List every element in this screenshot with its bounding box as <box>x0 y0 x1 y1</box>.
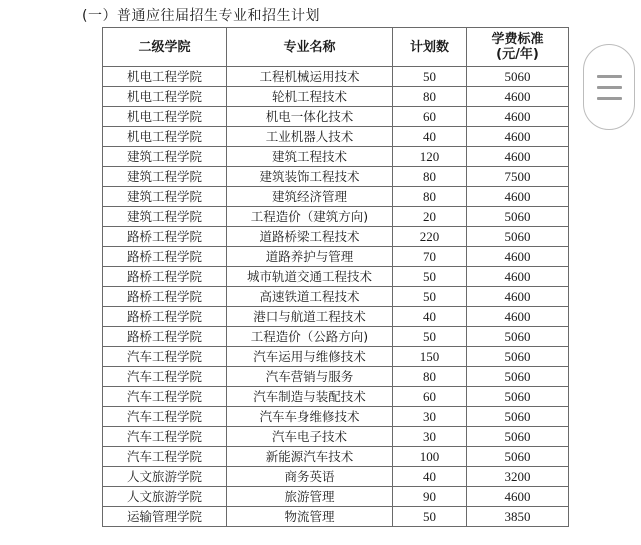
cell-college: 路桥工程学院 <box>103 247 227 267</box>
cell-tuition-fee: 5060 <box>467 207 569 227</box>
cell-major: 建筑装饰工程技术 <box>227 167 393 187</box>
cell-plan-count: 60 <box>393 107 467 127</box>
table-row <box>103 427 569 447</box>
cell-major: 汽车营销与服务 <box>227 367 393 387</box>
cell-major: 工程机械运用技术 <box>227 67 393 87</box>
table-row <box>103 447 569 467</box>
cell-plan-count: 30 <box>393 427 467 447</box>
cell-tuition-fee: 5060 <box>467 367 569 387</box>
table-row <box>103 487 569 507</box>
header-tuition-fee <box>467 28 569 67</box>
cell-plan-count: 50 <box>393 327 467 347</box>
menu-button[interactable] <box>583 44 635 130</box>
cell-major: 工业机器人技术 <box>227 127 393 147</box>
cell-college: 运输管理学院 <box>103 507 227 527</box>
cell-college: 汽车工程学院 <box>103 367 227 387</box>
cell-college: 建筑工程学院 <box>103 187 227 207</box>
enrollment-plan-table <box>102 27 569 527</box>
cell-tuition-fee: 4600 <box>467 147 569 167</box>
cell-major: 道路养护与管理 <box>227 247 393 267</box>
header-tuition-fee-line2: (元/年) <box>496 47 539 62</box>
cell-tuition-fee: 5060 <box>467 347 569 367</box>
cell-college: 路桥工程学院 <box>103 227 227 247</box>
cell-major: 港口与航道工程技术 <box>227 307 393 327</box>
cell-plan-count: 50 <box>393 267 467 287</box>
table-row <box>103 267 569 287</box>
cell-major: 新能源汽车技术 <box>227 447 393 467</box>
table-row <box>103 327 569 347</box>
cell-major: 建筑工程技术 <box>227 147 393 167</box>
cell-plan-count: 50 <box>393 67 467 87</box>
cell-plan-count: 40 <box>393 127 467 147</box>
cell-major: 机电一体化技术 <box>227 107 393 127</box>
cell-tuition-fee: 5060 <box>467 387 569 407</box>
cell-tuition-fee: 4600 <box>467 487 569 507</box>
table-body <box>103 67 569 527</box>
cell-plan-count: 100 <box>393 447 467 467</box>
cell-plan-count: 50 <box>393 287 467 307</box>
cell-college: 机电工程学院 <box>103 67 227 87</box>
cell-tuition-fee: 4600 <box>467 267 569 287</box>
table-row <box>103 407 569 427</box>
table-row <box>103 107 569 127</box>
table-row <box>103 507 569 527</box>
cell-tuition-fee: 4600 <box>467 107 569 127</box>
cell-plan-count: 80 <box>393 87 467 107</box>
table-row <box>103 287 569 307</box>
table-row <box>103 307 569 327</box>
cell-college: 机电工程学院 <box>103 127 227 147</box>
cell-major: 建筑经济管理 <box>227 187 393 207</box>
cell-major: 高速铁道工程技术 <box>227 287 393 307</box>
cell-tuition-fee: 5060 <box>467 407 569 427</box>
table-row <box>103 227 569 247</box>
cell-major: 汽车电子技术 <box>227 427 393 447</box>
cell-college: 建筑工程学院 <box>103 167 227 187</box>
table-row <box>103 87 569 107</box>
cell-college: 汽车工程学院 <box>103 447 227 467</box>
cell-plan-count: 120 <box>393 147 467 167</box>
cell-tuition-fee: 7500 <box>467 167 569 187</box>
cell-tuition-fee: 5060 <box>467 67 569 87</box>
cell-college: 路桥工程学院 <box>103 267 227 287</box>
cell-college: 建筑工程学院 <box>103 147 227 167</box>
cell-major: 商务英语 <box>227 467 393 487</box>
cell-plan-count: 30 <box>393 407 467 427</box>
header-major: 专业名称 <box>227 28 393 67</box>
cell-major: 汽车运用与维修技术 <box>227 347 393 367</box>
cell-plan-count: 80 <box>393 167 467 187</box>
cell-college: 路桥工程学院 <box>103 307 227 327</box>
cell-plan-count: 90 <box>393 487 467 507</box>
cell-major: 工程造价（建筑方向) <box>227 207 393 227</box>
header-tuition-fee-line1: 学费标准 <box>491 32 544 47</box>
cell-college: 汽车工程学院 <box>103 407 227 427</box>
table-row <box>103 347 569 367</box>
table-row <box>103 127 569 147</box>
cell-tuition-fee: 4600 <box>467 287 569 307</box>
cell-plan-count: 40 <box>393 467 467 487</box>
cell-college: 人文旅游学院 <box>103 467 227 487</box>
cell-tuition-fee: 3850 <box>467 507 569 527</box>
table-header-row <box>103 28 569 67</box>
cell-plan-count: 220 <box>393 227 467 247</box>
cell-tuition-fee: 4600 <box>467 187 569 207</box>
cell-college: 汽车工程学院 <box>103 427 227 447</box>
header-plan-count: 计划数 <box>393 28 467 67</box>
cell-tuition-fee: 5060 <box>467 427 569 447</box>
cell-plan-count: 50 <box>393 507 467 527</box>
table-row <box>103 67 569 87</box>
cell-tuition-fee: 5060 <box>467 447 569 467</box>
table-row <box>103 207 569 227</box>
cell-college: 人文旅游学院 <box>103 487 227 507</box>
cell-major: 汽车车身维修技术 <box>227 407 393 427</box>
table-row <box>103 467 569 487</box>
cell-major: 汽车制造与装配技术 <box>227 387 393 407</box>
table-row <box>103 247 569 267</box>
table-row <box>103 387 569 407</box>
section-title: (一）普通应往届招生专业和招生计划 <box>82 8 320 24</box>
cell-college: 路桥工程学院 <box>103 327 227 347</box>
cell-college: 汽车工程学院 <box>103 347 227 367</box>
cell-tuition-fee: 3200 <box>467 467 569 487</box>
cell-tuition-fee: 4600 <box>467 127 569 147</box>
table-row <box>103 147 569 167</box>
cell-tuition-fee: 4600 <box>467 87 569 107</box>
cell-plan-count: 20 <box>393 207 467 227</box>
cell-tuition-fee: 4600 <box>467 247 569 267</box>
cell-plan-count: 150 <box>393 347 467 367</box>
table-row <box>103 167 569 187</box>
cell-major: 旅游管理 <box>227 487 393 507</box>
cell-college: 建筑工程学院 <box>103 207 227 227</box>
cell-plan-count: 60 <box>393 387 467 407</box>
cell-tuition-fee: 4600 <box>467 307 569 327</box>
header-college: 二级学院 <box>103 28 227 67</box>
cell-plan-count: 70 <box>393 247 467 267</box>
cell-major: 轮机工程技术 <box>227 87 393 107</box>
cell-college: 机电工程学院 <box>103 87 227 107</box>
cell-major: 城市轨道交通工程技术 <box>227 267 393 287</box>
cell-major: 物流管理 <box>227 507 393 527</box>
table-row <box>103 367 569 387</box>
cell-college: 汽车工程学院 <box>103 387 227 407</box>
cell-plan-count: 80 <box>393 187 467 207</box>
cell-tuition-fee: 5060 <box>467 327 569 347</box>
cell-major: 道路桥梁工程技术 <box>227 227 393 247</box>
cell-college: 机电工程学院 <box>103 107 227 127</box>
table-row <box>103 187 569 207</box>
cell-tuition-fee: 5060 <box>467 227 569 247</box>
cell-plan-count: 80 <box>393 367 467 387</box>
cell-major: 工程造价（公路方向) <box>227 327 393 347</box>
cell-plan-count: 40 <box>393 307 467 327</box>
cell-college: 路桥工程学院 <box>103 287 227 307</box>
